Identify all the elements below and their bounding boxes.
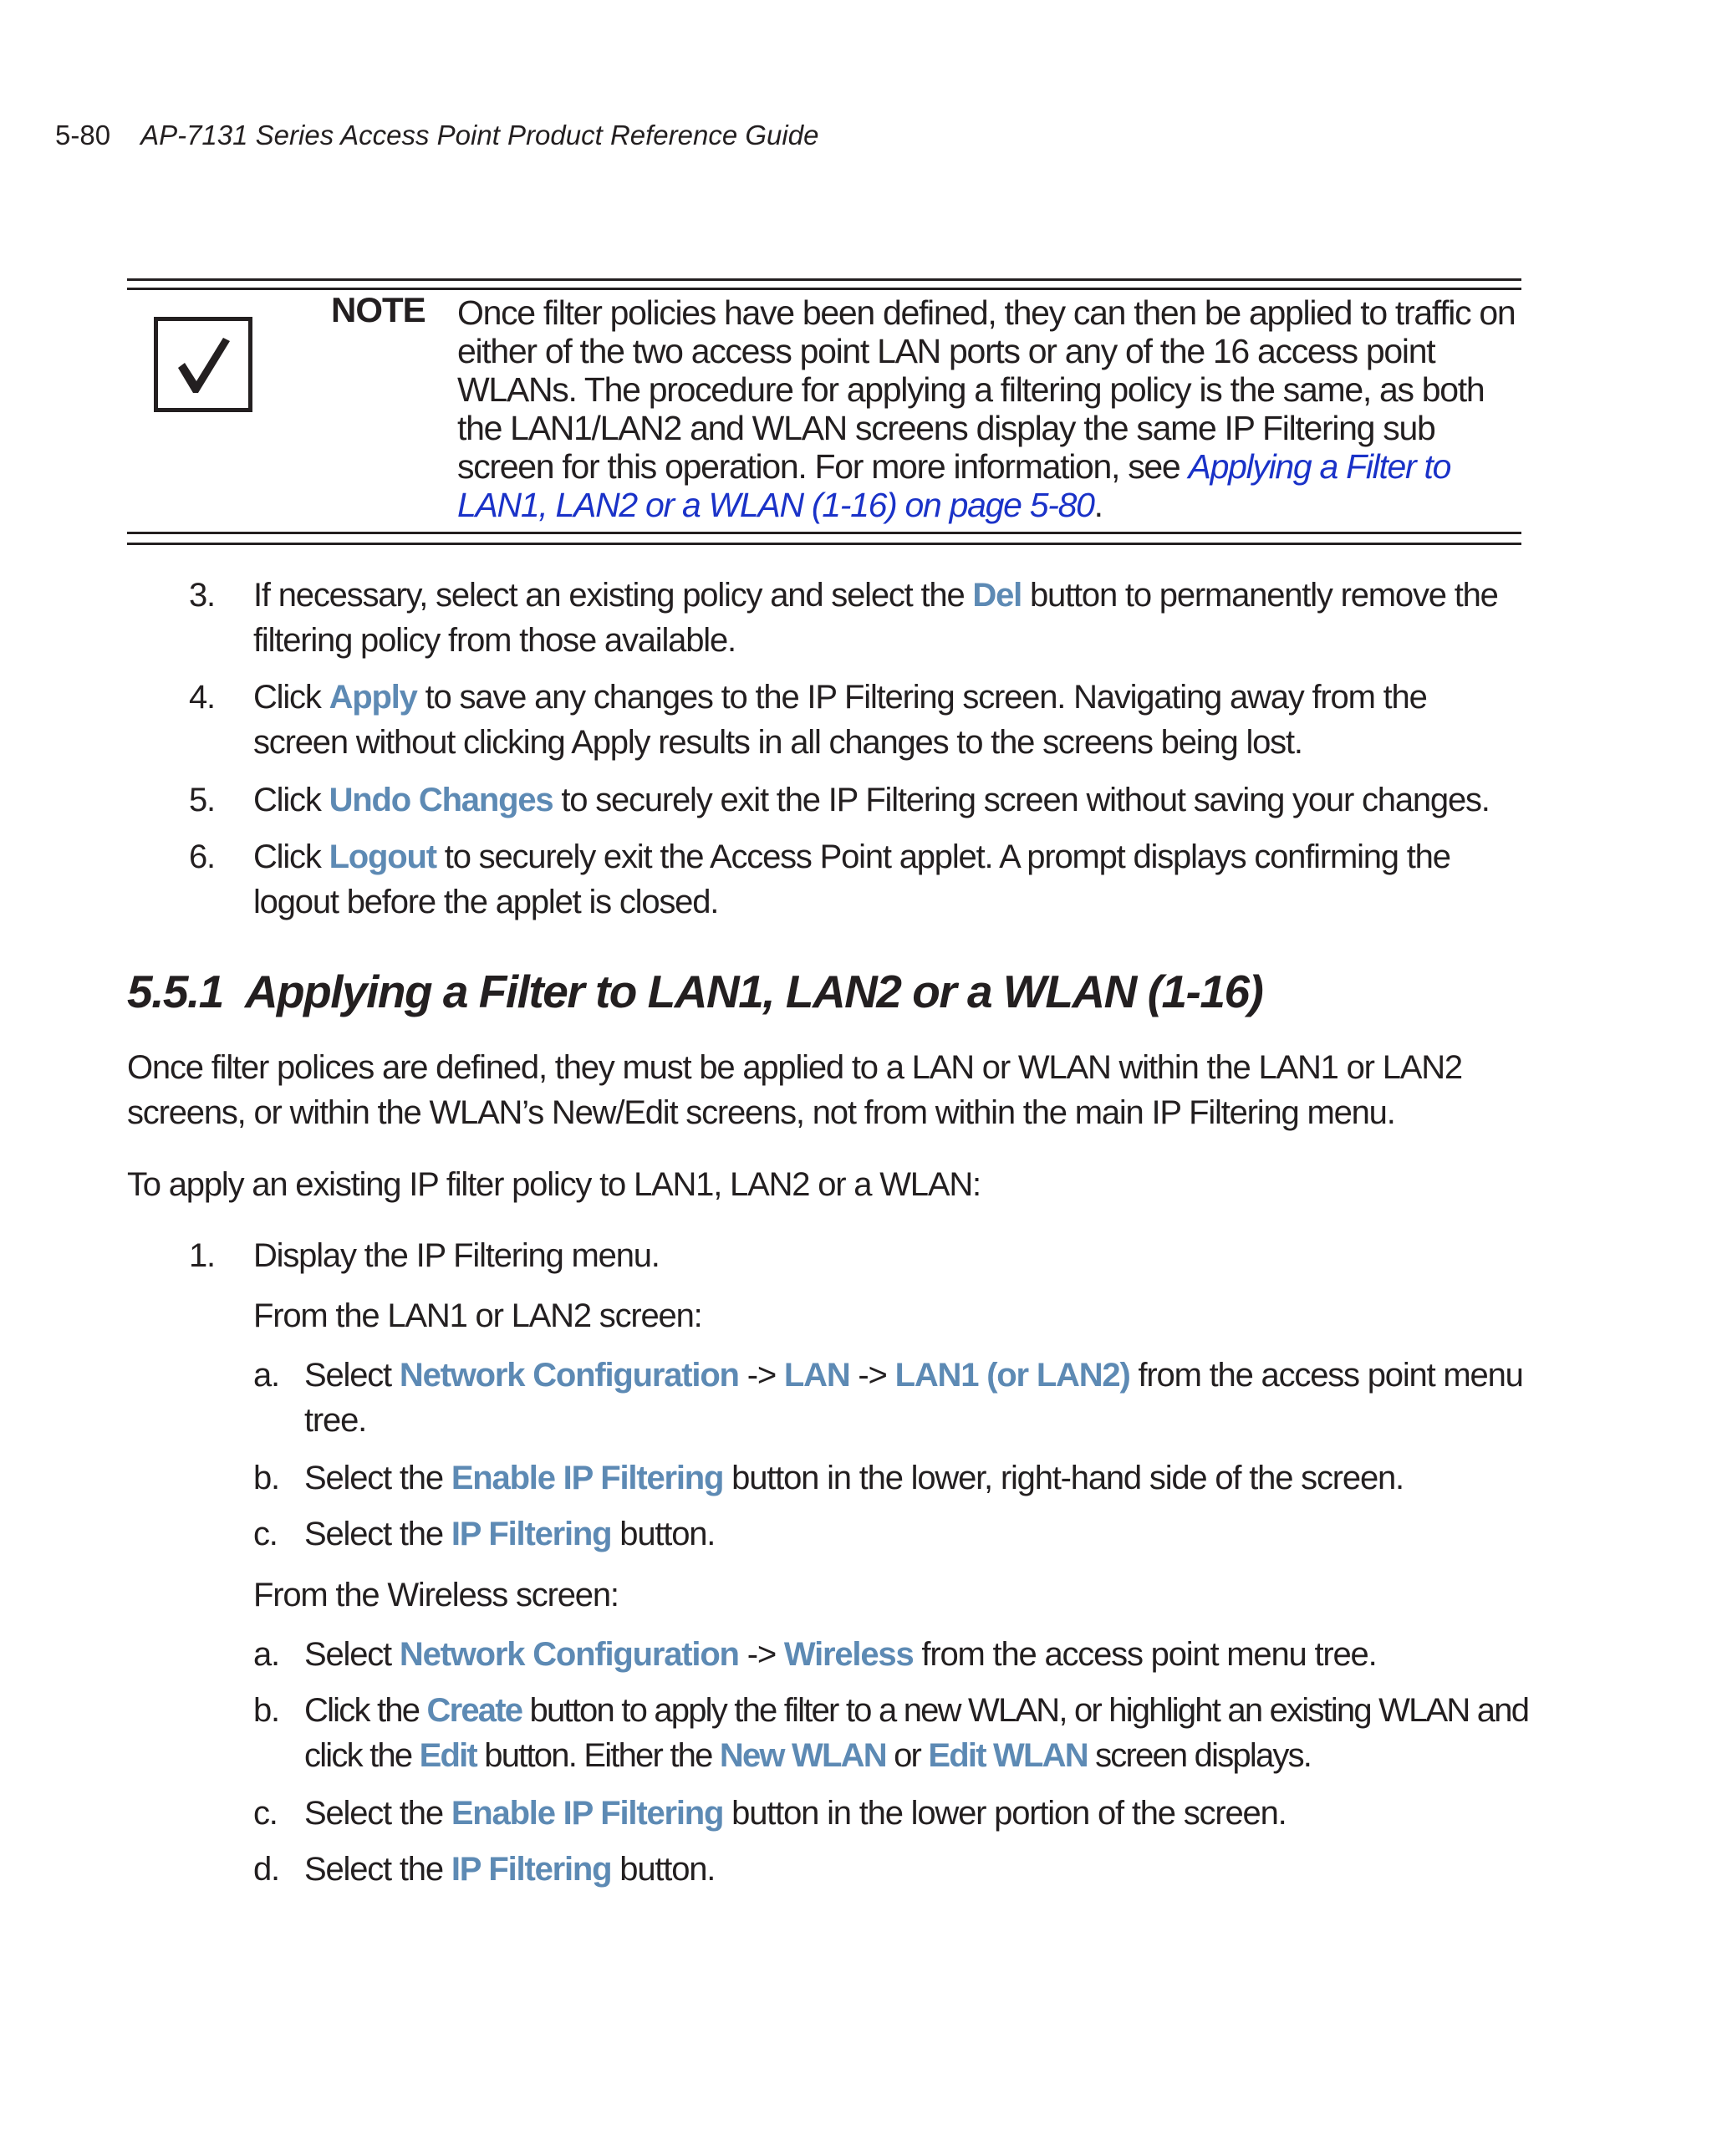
substep-text-part: from the access point menu tree. [304, 1357, 1523, 1439]
ip-filtering-ref: IP Filtering [451, 1851, 612, 1888]
lan-ref: LAN [783, 1357, 850, 1394]
list-item [253, 1847, 1532, 1897]
note-bottom-rule-outer [127, 543, 1521, 545]
substep-text-part: Select [304, 1636, 400, 1673]
step-text-part: Click [253, 782, 329, 818]
step-number: 6. [189, 838, 215, 875]
substep-letter: a. [253, 1636, 279, 1673]
note-end: . [1093, 486, 1103, 524]
guide-title: AP-7131 Series Access Point Product Reference Guide [140, 120, 819, 150]
substep-text [304, 1791, 1533, 1836]
del-button-ref: Del [972, 577, 1022, 614]
substep-letter: c. [253, 1516, 278, 1552]
network-configuration-ref: Network Configuration [399, 1357, 739, 1394]
substep-text-part: button to apply the filter to a new WLAN, or highlight an existing WLAN and click the [304, 1692, 1529, 1774]
step-number: 5. [189, 782, 215, 818]
step-text-part: button to permanently remove the filtering policy from those available. [253, 577, 1498, 659]
substep-text-part: Select the [304, 1851, 451, 1888]
list-item [253, 1511, 1532, 1562]
create-button-ref: Create [426, 1692, 522, 1729]
list-item [189, 573, 1526, 673]
note-label: NOTE [331, 290, 425, 329]
substep-letter: d. [253, 1851, 279, 1888]
substep-text-part: -> [849, 1357, 895, 1394]
step-text-part: to securely exit the IP Filtering screen without saving your changes. [553, 782, 1490, 818]
running-header [55, 120, 818, 151]
substep-text-part: or [885, 1737, 929, 1774]
substep-letter: a. [253, 1357, 279, 1394]
substep-text [304, 1688, 1529, 1778]
step-text-part: to save any changes to the IP Filtering screen. Navigating away from the screen without clicking Apply results in all changes to the screens being lost. [253, 679, 1427, 761]
list-item [253, 1455, 1532, 1506]
substep-letter: c. [253, 1795, 278, 1832]
list-item [189, 777, 1526, 828]
substep-text-part: -> [738, 1636, 784, 1673]
note-text [457, 293, 1519, 524]
substep-text-part: button. Either the [476, 1737, 720, 1774]
substep-text-part: Select [304, 1357, 400, 1394]
lan1-or-lan2-ref: LAN1 (or LAN2) [894, 1357, 1130, 1394]
step-text [253, 675, 1524, 765]
step-text-part: If necessary, select an existing policy and select the [253, 577, 973, 614]
note-cross-reference-link[interactable]: Applying a Filter to LAN1, LAN2 or a WLAN (1-16) on page 5-80 [457, 447, 1451, 524]
substep-text-part: button in the lower, right-hand side of the screen. [723, 1460, 1404, 1496]
substep-text [304, 1353, 1525, 1443]
section-title: Applying a Filter to LAN1, LAN2 or a WLAN (1-16) [244, 966, 1263, 1017]
edit-button-ref: Edit [419, 1737, 476, 1774]
list-item [253, 1688, 1532, 1788]
substep-text [304, 1632, 1533, 1677]
step-text: Display the IP Filtering menu. [253, 1237, 660, 1274]
substep-text-part: button. [611, 1516, 716, 1552]
enable-ip-filtering-ref: Enable IP Filtering [451, 1460, 724, 1496]
substep-text-part: button in the lower portion of the screen. [723, 1795, 1287, 1832]
step-number: 4. [189, 679, 215, 716]
list-item [253, 1632, 1532, 1682]
logout-button-ref: Logout [329, 838, 436, 875]
list-item [253, 1791, 1532, 1841]
substep-text-part: Click the [304, 1692, 427, 1729]
new-wlan-ref: New WLAN [719, 1737, 886, 1774]
step-text [253, 573, 1524, 663]
step-text-part: Click [253, 679, 329, 716]
step-number: 3. [189, 577, 215, 614]
step-text [253, 834, 1524, 925]
substep-text-part: Select the [304, 1460, 451, 1496]
list-item [253, 1353, 1532, 1453]
checkmark-icon-frame [154, 317, 252, 412]
substep-letter: b. [253, 1692, 279, 1729]
section-heading [127, 965, 1262, 1018]
wireless-ref: Wireless [783, 1636, 914, 1673]
ip-filtering-ref: IP Filtering [451, 1516, 612, 1552]
note-top-rule [127, 278, 1521, 281]
enable-ip-filtering-ref: Enable IP Filtering [451, 1795, 724, 1832]
section-intro: Once filter polices are defined, they must be applied to a LAN or WLAN within the LAN1 or LAN2 screens, or within the WLAN’s New/Edit screens, not from within the main IP Filtering menu. [127, 1049, 1462, 1131]
step-text-part: Click [253, 838, 329, 875]
substep-text-part: Select the [304, 1516, 451, 1552]
checkmark-icon [175, 334, 233, 396]
undo-changes-button-ref: Undo Changes [329, 782, 553, 818]
lan-subheading: From the LAN1 or LAN2 screen: [253, 1297, 702, 1334]
substep-text-part: screen displays. [1087, 1737, 1312, 1774]
substep-text [304, 1455, 1533, 1501]
step-text-part: to securely exit the Access Point applet. A prompt displays confirming the logout before the applet is closed. [253, 838, 1450, 920]
substep-text-part: Select the [304, 1795, 451, 1832]
step-text [253, 777, 1532, 823]
substep-text-part: from the access point menu tree. [913, 1636, 1377, 1673]
substep-text [304, 1511, 1525, 1557]
note-box [127, 278, 1521, 548]
page-number: 5-80 [55, 120, 111, 150]
note-bottom-rule [127, 532, 1521, 534]
edit-wlan-ref: Edit WLAN [928, 1737, 1088, 1774]
substep-text [304, 1847, 1525, 1892]
section-lead: To apply an existing IP filter policy to LAN1, LAN2 or a WLAN: [127, 1166, 981, 1203]
list-item [189, 834, 1526, 935]
substep-text-part: button. [611, 1851, 716, 1888]
list-item [189, 1233, 1526, 1283]
section-number: 5.5.1 [127, 966, 223, 1017]
note-body: Once filter policies have been defined, they can then be applied to traffic on either of the two access point LAN ports or any of the 16 access point WLANs. The procedure for applying a filtering policy is the same, as both the LAN1/LAN2 and WLAN screens display the same IP Filtering sub screen for this operation. For more information, see [457, 293, 1516, 486]
list-item [189, 675, 1526, 775]
wireless-subheading: From the Wireless screen: [253, 1577, 619, 1613]
substep-letter: b. [253, 1460, 279, 1496]
network-configuration-ref: Network Configuration [399, 1636, 739, 1673]
step-number: 1. [189, 1237, 215, 1274]
apply-button-ref: Apply [329, 679, 417, 716]
substep-text-part: -> [738, 1357, 784, 1394]
